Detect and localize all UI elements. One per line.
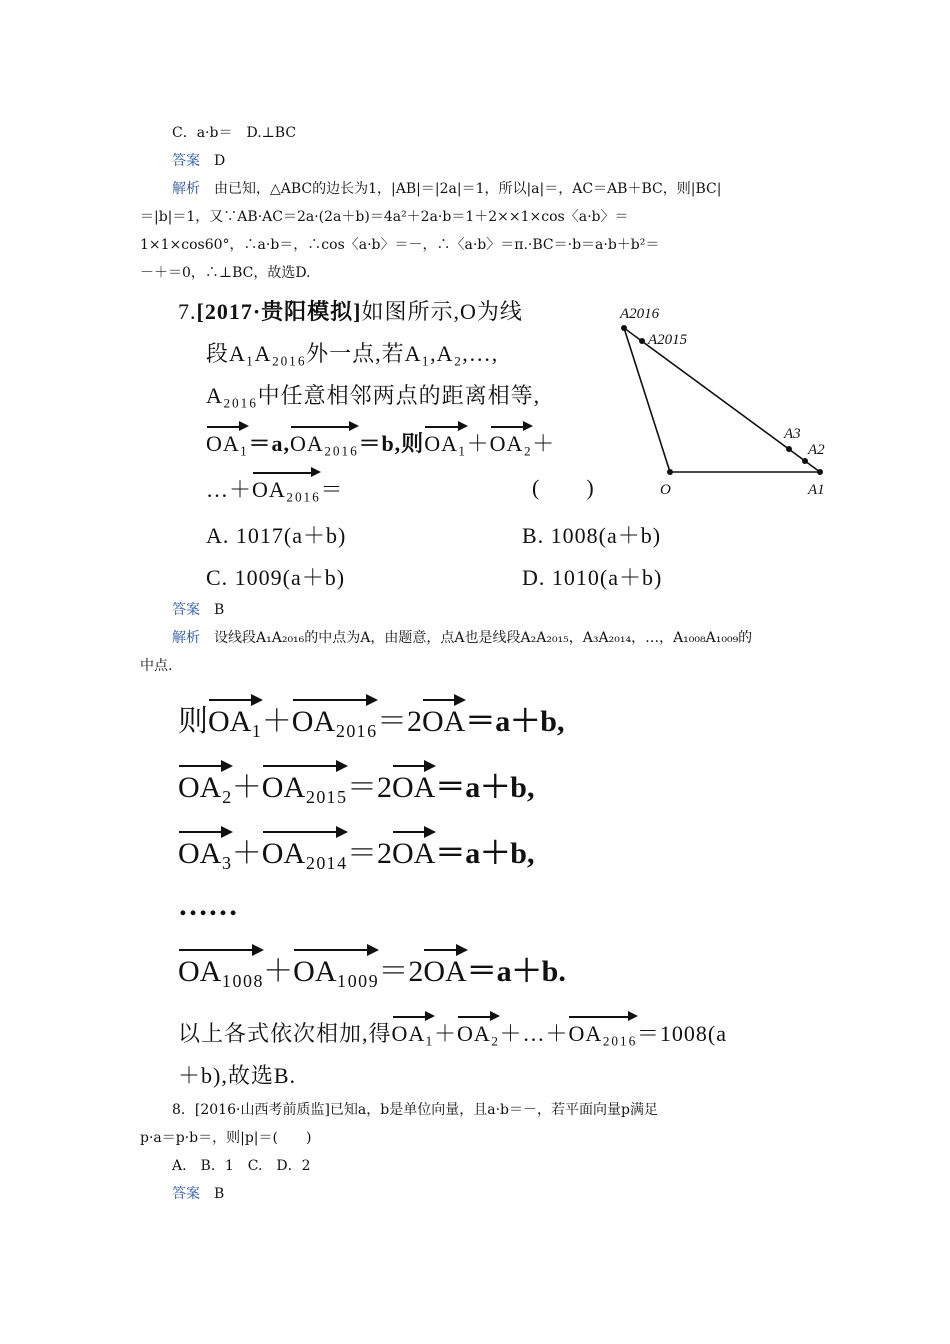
- segment-o-a2016: [624, 328, 670, 472]
- analysis-label: 解析: [172, 630, 200, 646]
- point-o: [667, 469, 673, 475]
- vector-oa1: OA₁: [206, 428, 248, 458]
- point-a2: [802, 458, 808, 464]
- vector-oa2016: OA₂₀₁₆: [290, 428, 358, 458]
- label-a2015: A2015: [648, 332, 688, 348]
- q7-stem-line-3: A₂₀₁₆中任意相邻两点的距离相等,: [206, 383, 541, 408]
- q7-analysis-line-2: 中点.: [140, 658, 173, 674]
- q7-stem-line-2: 段A₁A₂₀₁₆外一点,若A₁,A₂,…,: [206, 341, 499, 366]
- q7-step-last: OA₁₀₀₈＋OA₁₀₀₉＝2OA＝a＋b.: [178, 952, 566, 990]
- point-a2016: [621, 325, 627, 331]
- analysis-label: 解析: [172, 181, 200, 197]
- point-a2015: [639, 338, 645, 344]
- q7-figure: [612, 298, 842, 508]
- q8-stem-line-2: p·a＝p·b＝，则|p|＝( ): [140, 1130, 312, 1146]
- answer-label: 答案: [172, 602, 200, 618]
- point-a1: [817, 469, 823, 475]
- vector-oa2: OA₂: [490, 428, 532, 458]
- label-o: O: [660, 482, 671, 498]
- answer-label: 答案: [172, 1186, 200, 1202]
- q8-stem-line-1: 8．[2016·山西考前质监]已知a，b是单位向量，且a·b＝－，若平面向量p满足: [172, 1102, 658, 1118]
- q7-option-c: C. 1009(a＋b): [206, 565, 346, 590]
- q7-stem-line-4: OA₁＝a,OA₂₀₁₆＝b,则OA₁＋OA₂＋: [206, 428, 555, 458]
- q7-stem-line-5: …＋OA₂₀₁₆＝: [206, 474, 344, 504]
- q7-answer-blank: ( ): [532, 475, 595, 500]
- label-a3: A3: [784, 426, 801, 442]
- label-a2016: A2016: [620, 306, 660, 322]
- answer-value: D: [214, 153, 226, 169]
- q7-step-3: OA₃＋OA₂₀₁₄＝2OA＝a＋b,: [178, 834, 535, 872]
- q7-stem-line-1: 7.[2017·贵阳模拟]如图所示,O为线: [178, 299, 523, 324]
- q7-sum-line-1: 以上各式依次相加,得OA₁＋OA₂＋…＋OA₂₀₁₆＝1008(a: [178, 1018, 727, 1048]
- q6-option-cd: C．a·b＝ D.⊥BC: [172, 125, 297, 141]
- question-source: [2017·贵阳模拟]: [196, 299, 362, 324]
- q6-analysis-line-4: －＋＝0，∴⊥BC，故选D.: [140, 265, 311, 281]
- q6-analysis-line-1: 解析 由已知，△ABC的边长为1，|AB|＝|2a|＝1，所以|a|＝，AC＝AB＋BC，则|BC|: [172, 181, 722, 197]
- label-a1: A1: [808, 482, 825, 498]
- q6-analysis-line-3: 1×1×cos60°，∴a·b＝，∴cos〈a·b〉＝－，∴〈a·b〉＝π.·BC＝·b＝a·b＋b²＝: [140, 237, 660, 253]
- point-a3: [786, 446, 792, 452]
- answer-value: B: [214, 1186, 225, 1202]
- q7-step-1: 则OA₁＋OA₂₀₁₆＝2OA＝a＋b,: [178, 702, 565, 740]
- q7-sum-line-2: ＋b),故选B.: [178, 1063, 297, 1088]
- q7-ellipsis: ……: [178, 889, 238, 922]
- vector-oa1: OA₁: [424, 428, 466, 458]
- answer-value: B: [214, 602, 225, 618]
- q6-answer: [172, 152, 225, 170]
- q8-answer: [172, 1185, 224, 1203]
- q7-analysis-line-1: 解析 设线段A₁A₂₀₁₆的中点为A，由题意，点A也是线段A₂A₂₀₁₅，A₃A₂₀₁₄，…，A₁₀₀₈A₁₀₀₉的: [172, 630, 753, 646]
- answer-label: 答案: [172, 153, 200, 169]
- q7-answer: [172, 601, 224, 619]
- q8-options: A. B．1 C. D．2: [172, 1158, 311, 1174]
- label-a2: A2: [808, 442, 825, 458]
- q7-option-d: D. 1010(a＋b): [522, 565, 663, 590]
- question-number: 7.: [178, 299, 197, 324]
- q6-analysis-line-2: ＝|b|＝1，又∵AB·AC＝2a·(2a＋b)＝4a²＋2a·b＝1＋2××1×cos〈a·b〉＝: [140, 209, 629, 225]
- vector-oa2016: OA₂₀₁₆: [252, 474, 320, 504]
- q7-step-2: OA₂＋OA₂₀₁₅＝2OA＝a＋b,: [178, 768, 535, 806]
- q7-option-a: A. 1017(a＋b): [206, 523, 347, 548]
- q7-option-b: B. 1008(a＋b): [522, 523, 662, 548]
